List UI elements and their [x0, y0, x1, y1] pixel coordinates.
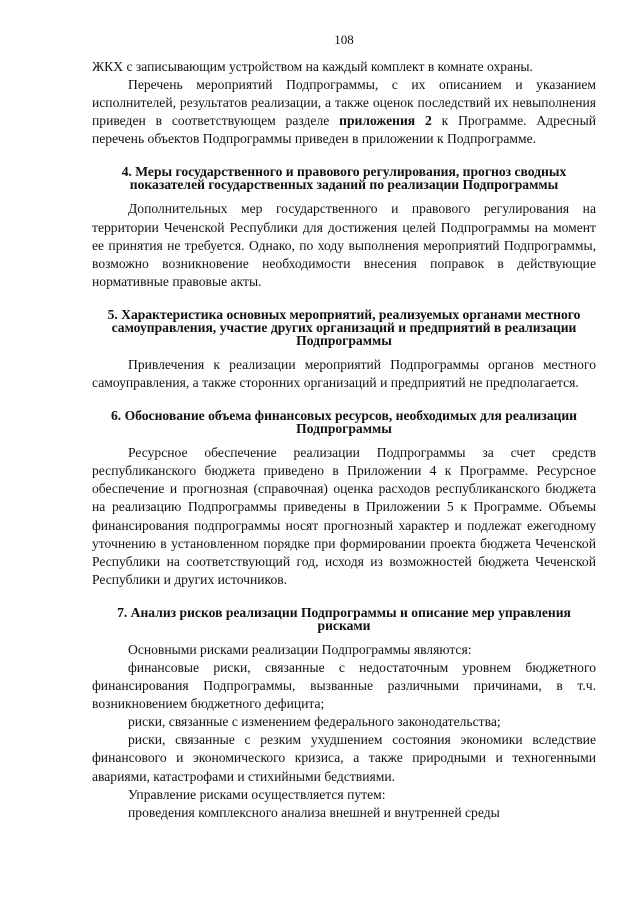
paragraph-1-text-b: к Программе. Адресный перечень объектов Подпрограммы приведен в приложении к Подпрограмме. — [92, 113, 596, 147]
section-7-heading: 7. Анализ рисков реализации Подпрограммы и описание мер управления рисками — [117, 604, 571, 633]
section-5-heading: 5. Характеристика основных мероприятий, реализуемых органами местного самоуправления, участие других организаций и предприятий в реализации Подпрограммы — [107, 306, 581, 348]
paragraph-1-text-a: Перечень мероприятий Подпрограммы, с их описанием и указанием исполнителей, результатов реализации, а также оценок последствий их невыполнения приведен в соответствующем разделе — [92, 77, 596, 129]
paragraph-9: Управление рисками осуществляется путем: — [128, 786, 386, 802]
paragraph-1-bold-ref: приложения 2 — [339, 113, 432, 129]
paragraph-0: ЖКХ с записывающим устройством на каждый комплект в комнате охраны. — [92, 59, 533, 74]
paragraph-7: риски, связанные с изменением федерального законодательства; — [128, 714, 501, 730]
paragraph-4: Ресурсное обеспечение реализации Подпрограммы за счет средств республиканского бюджета приведено в Приложении 4 к Программе. Ресурсное обеспечение и прогнозная (справочная) оценка расходов республиканского бюджета на реализацию Подпрограммы приведены в Приложении 5 к Программе. Объемы финансирования подпрограммы носят прогнозный характер и подлежат ежегодному уточнению в установленном порядке при формировании проекта бюджета Чеченской Республики на соответствующий год, исходя из возможностей бюджета Чеченской Республики и других источников. — [92, 445, 596, 587]
paragraph-2: Дополнительных мер государственного и правового регулирования на территории Чеченской Республики для достижения целей Подпрограммы на момент ее принятия не требуется. Однако, по ходу выполнения мероприятий Подпрограммы, возможно возникновение необходимости внесения поправок в действующие нормативные правовые акты. — [92, 201, 596, 289]
paragraph-10: проведения комплексного анализа внешней и внутренней среды — [128, 804, 500, 820]
section-4-heading: 4. Меры государственного и правового регулирования, прогноз сводных показателей государственных заданий по реализации Подпрограммы — [121, 164, 567, 193]
page-number: 108 — [334, 32, 354, 47]
document-page — [92, 32, 596, 822]
paragraph-6: финансовые риски, связанные с недостаточным уровнем бюджетного финансирования Подпрограммы, вызванные различными причинами, в т.ч. возникновением бюджетного дефицита; — [92, 659, 596, 712]
paragraph-3: Привлечения к реализации мероприятий Подпрограммы органов местного самоуправления, а также сторонних организаций и предприятий не предполагается. — [92, 356, 596, 391]
paragraph-1 — [92, 76, 596, 148]
paragraph-8: риски, связанные с резким ухудшением состояния экономики вследствие финансового и экономического кризиса, а также природными и техногенными авариями, катастрофами и стихийными бедствиями. — [92, 732, 596, 784]
section-6-heading: 6. Обоснование объема финансовых ресурсов, необходимых для реализации Подпрограммы — [110, 408, 578, 437]
paragraph-5: Основными рисками реализации Подпрограммы являются: — [128, 641, 472, 657]
